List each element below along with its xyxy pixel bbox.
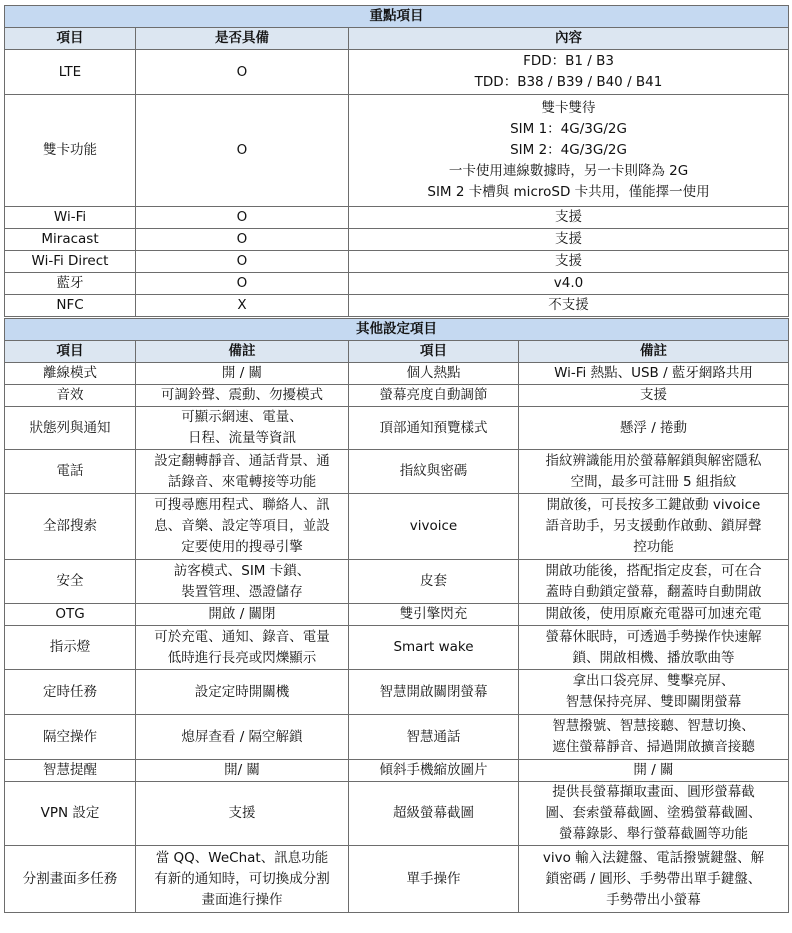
table-row (5, 251, 789, 273)
content-cell (349, 50, 789, 95)
content-cell (349, 295, 789, 317)
note-cell (136, 494, 349, 560)
note-cell (519, 715, 789, 760)
note-cell (519, 385, 789, 407)
table-row (5, 207, 789, 229)
cell-line: 可調鈴聲、震動、勿擾模式 (161, 387, 323, 403)
column-header-note-2: 備註 (519, 341, 789, 363)
cell-line: 拿出口袋亮屏、雙擊亮屏、 (572, 673, 735, 689)
column-header-note: 備註 (136, 341, 349, 363)
cell-line: v4.0 (553, 275, 584, 291)
item-cell: 指紋與密碼 (349, 450, 519, 494)
item-cell: LTE (5, 50, 136, 95)
note-cell (136, 560, 349, 604)
column-header-available: 是否具備 (136, 28, 349, 50)
availability-cell: X (136, 295, 349, 317)
table-row (5, 670, 789, 715)
table-row (5, 273, 789, 295)
note-cell (136, 715, 349, 760)
cell-line: 支援 (555, 253, 582, 269)
cell-line: 話錄音、來電轉接等功能 (167, 473, 317, 490)
note-cell (136, 450, 349, 494)
cell-line: 有新的通知時，可切換成分割 (154, 870, 330, 887)
table-row (5, 295, 789, 317)
key-items-body (5, 6, 789, 317)
cell-line: 息、音樂、設定等項目，並設 (154, 518, 330, 534)
note-cell (519, 494, 789, 560)
availability-cell: O (136, 95, 349, 207)
item-cell: 雙引擎閃充 (349, 604, 519, 626)
item-cell: Wi-Fi (5, 207, 136, 229)
item-cell: 全部搜索 (5, 494, 136, 560)
availability-cell: O (136, 229, 349, 251)
item-cell: 智慧提醒 (5, 760, 136, 782)
item-cell: 狀態列與通知 (5, 407, 136, 450)
table-row (5, 407, 789, 450)
cell-line: 智慧保持亮屏、雙即關閉螢幕 (565, 694, 742, 710)
content-cell (349, 229, 789, 251)
table-row (5, 229, 789, 251)
item-cell: 單手操作 (349, 846, 519, 913)
cell-line: 指紋辨識能用於螢幕解鎖與解密隱私 (545, 452, 762, 469)
content-cell (349, 95, 789, 207)
column-header-item-2: 項目 (349, 341, 519, 363)
cell-line: 手勢帶出小螢幕 (606, 891, 701, 908)
column-header-item: 項目 (5, 28, 136, 50)
table-row (5, 494, 789, 560)
note-cell (519, 670, 789, 715)
item-cell: 隔空操作 (5, 715, 136, 760)
cell-line: 畫面進行操作 (201, 891, 283, 908)
note-cell (136, 363, 349, 385)
cell-line: SIM 2 卡槽與 microSD 卡共用，僅能擇一使用 (427, 184, 710, 200)
item-cell: OTG (5, 604, 136, 626)
cell-line: Wi-Fi 熱點、USB / 藍牙網路共用 (554, 365, 753, 381)
table-row (5, 782, 789, 846)
item-cell: 頂部通知預覽樣式 (349, 407, 519, 450)
cell-line: 懸浮 / 捲動 (619, 419, 688, 436)
cell-line: 蓋時自動鎖定螢幕，翻蓋時自動開啟 (545, 583, 762, 600)
item-cell: 雙卡功能 (5, 95, 136, 207)
note-cell (519, 407, 789, 450)
section-title: 其他設定項目 (5, 319, 789, 341)
cell-line: FDD：B1 / B3 (523, 53, 614, 69)
cell-line: 遮住螢幕靜音、掃過開啟擴音接聽 (552, 739, 755, 755)
note-cell (519, 846, 789, 913)
cell-line: SIM 1：4G/3G/2G (510, 121, 627, 137)
cell-line: 裝置管理、憑證儲存 (181, 583, 303, 600)
cell-line: 開啟 / 關閉 (208, 606, 276, 622)
note-cell (136, 670, 349, 715)
note-cell (519, 560, 789, 604)
cell-line: 開啟後，可長按多工鍵啟動 vivoice (546, 497, 761, 513)
table-row (5, 450, 789, 494)
note-cell (519, 782, 789, 846)
item-cell: 離線模式 (5, 363, 136, 385)
cell-line: 熄屏查看 / 隔空解鎖 (181, 728, 303, 745)
cell-line: 訪客模式、SIM 卡鎖、 (173, 562, 311, 579)
table-row (5, 715, 789, 760)
cell-line: 開/ 關 (224, 762, 260, 778)
cell-line: 開啟功能後，搭配指定皮套，可在合 (545, 562, 762, 579)
table-row (5, 846, 789, 913)
availability-cell: O (136, 50, 349, 95)
note-cell (136, 846, 349, 913)
item-cell: 超級螢幕截圖 (349, 782, 519, 846)
cell-line: 支援 (555, 209, 582, 225)
other-settings-table (4, 318, 789, 913)
item-cell: 傾斜手機縮放圖片 (349, 760, 519, 782)
note-cell (519, 604, 789, 626)
cell-line: vivo 輸入法鍵盤、電話撥號鍵盤、解 (542, 849, 765, 866)
item-cell: vivoice (349, 494, 519, 560)
cell-line: 支援 (640, 387, 667, 403)
table-row (5, 385, 789, 407)
cell-line: 控功能 (633, 539, 674, 555)
cell-line: 支援 (228, 805, 256, 821)
item-cell: 智慧通話 (349, 715, 519, 760)
cell-line: 螢幕錄影、舉行螢幕截圖等功能 (559, 826, 748, 842)
item-cell: 智慧開啟關閉螢幕 (349, 670, 519, 715)
note-cell (136, 782, 349, 846)
other-settings-body (5, 319, 789, 913)
cell-line: 一卡使用連線數據時，另一卡則降為 2G (448, 163, 689, 179)
item-cell: 螢幕亮度自動調節 (349, 385, 519, 407)
note-cell (136, 760, 349, 782)
cell-line: 不支援 (548, 297, 589, 313)
table-row (5, 760, 789, 782)
content-cell (349, 251, 789, 273)
item-cell: Miracast (5, 229, 136, 251)
item-cell: Smart wake (349, 626, 519, 670)
note-cell (136, 604, 349, 626)
cell-line: 設定翻轉靜音、通話背景、通 (154, 452, 330, 469)
cell-line: 開 / 關 (633, 762, 674, 778)
column-header-content: 內容 (349, 28, 789, 50)
item-cell: VPN 設定 (5, 782, 136, 846)
cell-line: 開 / 關 (221, 365, 263, 381)
item-cell: 分割畫面多任務 (5, 846, 136, 913)
item-cell: 個人熱點 (349, 363, 519, 385)
item-cell: 電話 (5, 450, 136, 494)
cell-line: 設定定時開關機 (194, 683, 290, 700)
cell-line: 語音助手，另支援動作啟動、鎖屏聲 (545, 518, 762, 534)
key-items-table (4, 5, 789, 317)
section-title: 重點項目 (5, 6, 789, 28)
cell-line: 開啟後，使用原廠充電器可加速充電 (545, 606, 762, 622)
cell-line: 螢幕休眠時，可透過手勢操作快速解 (545, 628, 762, 645)
table-row (5, 363, 789, 385)
note-cell (519, 363, 789, 385)
availability-cell: O (136, 273, 349, 295)
cell-line: 智慧撥號、智慧接聽、智慧切換、 (552, 718, 755, 734)
cell-line: 支援 (555, 231, 582, 247)
cell-line: 日程、流量等資訊 (188, 430, 296, 446)
content-cell (349, 273, 789, 295)
item-cell: 安全 (5, 560, 136, 604)
cell-line: 可顯示網速、電量、 (181, 409, 303, 425)
item-cell: 定時任務 (5, 670, 136, 715)
note-cell (136, 626, 349, 670)
cell-line: 低時進行長亮或閃爍顯示 (167, 649, 317, 666)
item-cell: 指示燈 (5, 626, 136, 670)
item-cell: NFC (5, 295, 136, 317)
cell-line: TDD：B38 / B39 / B40 / B41 (474, 74, 663, 90)
cell-line: 空間，最多可註冊 5 組指紋 (570, 473, 737, 490)
cell-line: 可於充電、通知、錄音、電量 (154, 628, 330, 645)
note-cell (519, 626, 789, 670)
availability-cell: O (136, 207, 349, 229)
note-cell (136, 385, 349, 407)
table-row (5, 626, 789, 670)
table-row (5, 560, 789, 604)
note-cell (136, 407, 349, 450)
content-cell (349, 207, 789, 229)
table-row (5, 95, 789, 207)
cell-line: 雙卡雙待 (541, 100, 596, 116)
column-header-item: 項目 (5, 341, 136, 363)
cell-line: 當 QQ、WeChat、訊息功能 (155, 849, 329, 866)
item-cell: Wi-Fi Direct (5, 251, 136, 273)
cell-line: 鎖密碼 / 圓形、手勢帶出單手鍵盤、 (545, 870, 762, 887)
item-cell: 藍牙 (5, 273, 136, 295)
note-cell (519, 450, 789, 494)
cell-line: 提供長螢幕擷取畫面、圓形螢幕截 (552, 784, 755, 800)
table-row (5, 50, 789, 95)
cell-line: 圖、套索螢幕截圖、塗鴉螢幕截圖、 (545, 805, 762, 821)
item-cell: 音效 (5, 385, 136, 407)
cell-line: 鎖、開啟相機、播放歌曲等 (572, 649, 735, 666)
cell-line: 定要使用的搜尋引擎 (181, 539, 303, 555)
cell-line: 可搜尋應用程式、聯絡人、訊 (154, 497, 330, 513)
item-cell: 皮套 (349, 560, 519, 604)
table-row (5, 604, 789, 626)
note-cell (519, 760, 789, 782)
cell-line: SIM 2：4G/3G/2G (510, 142, 627, 158)
availability-cell: O (136, 251, 349, 273)
